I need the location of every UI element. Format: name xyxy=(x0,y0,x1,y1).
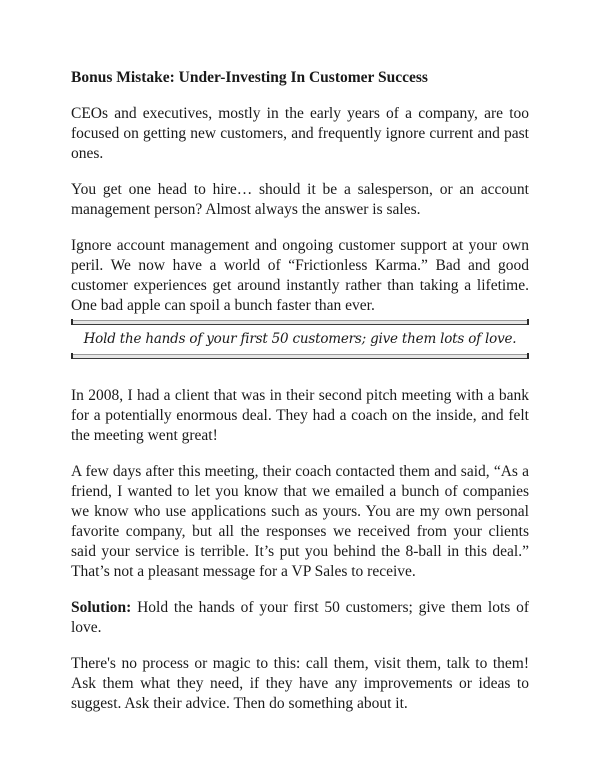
paragraph: CEOs and executives, mostly in the early years of a company, are too focused on getting new customers, and frequently ignore current and past ones. xyxy=(71,105,529,162)
paragraph: A few days after this meeting, their coach contacted them and said, “As a friend, I wanted to let you know that we emailed a bunch of companies we know who use applications such as yours. You are my own personal favorite company, but all the responses we received from your clients said your service is terrible. It’s put you behind the 8-ball in this deal.” That’s not a pleasant message for a VP Sales to receive. xyxy=(71,463,529,580)
document-page xyxy=(71,68,529,730)
spacer xyxy=(71,356,529,386)
pull-quote-callout xyxy=(71,320,529,356)
pull-quote-text: Hold the hands of your first 50 customers; give them lots of love. xyxy=(83,331,517,347)
solution-text: Hold the hands of your first 50 customers; give them lots of love. xyxy=(71,599,529,636)
closing-paragraph: There's no process or magic to this: call them, visit them, talk to them! Ask them what they need, if they have any improvements or ideas to suggest. Ask their advice. Then do something about it. xyxy=(71,655,529,712)
paragraph: Ignore account management and ongoing customer support at your own peril. We now have a world of “Frictionless Karma.” Bad and good customer experiences get around instantly rather than taking a lifetime. One bad apple can spoil a bunch faster than ever. xyxy=(71,237,529,314)
paragraph: In 2008, I had a client that was in their second pitch meeting with a bank for a potentially enormous deal. They had a coach on the inside, and felt the meeting went great! xyxy=(71,387,529,444)
paragraph: You get one head to hire… should it be a salesperson, or an account management person? Almost always the answer is sales. xyxy=(71,181,529,218)
solution-label: Solution: xyxy=(71,599,132,616)
callout-top-rule xyxy=(71,320,529,325)
solution-paragraph xyxy=(71,598,529,638)
callout-bottom-rule xyxy=(71,354,529,359)
section-heading: Bonus Mistake: Under-Investing In Customer Success xyxy=(71,69,428,86)
